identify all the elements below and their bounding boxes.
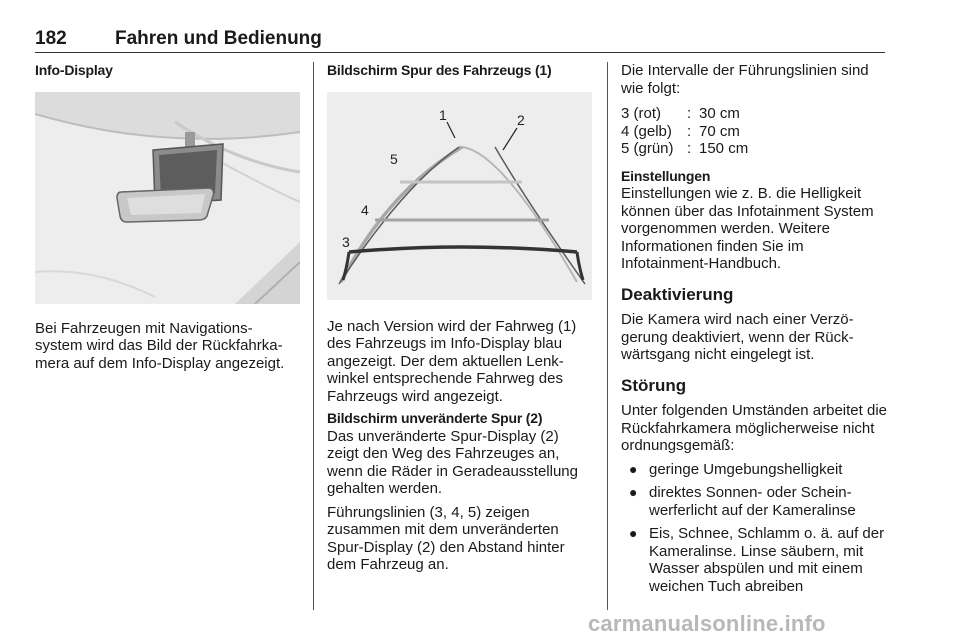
list-item [621,484,889,519]
section-heading: Info-Display [35,62,113,78]
bullet-icon: ● [629,525,638,541]
interval-value: 150 cm [699,140,749,157]
list-item-text: geringe Umgebungshelligkeit [649,460,843,478]
column-track-display [327,62,592,574]
interval-list [621,105,889,158]
chapter-title: Fahren und Bedienung [115,28,322,49]
guideline-illustration [327,92,592,300]
interval-label: 3 (rot) [621,105,662,122]
figure-label: 3 [342,233,350,250]
column-divider [607,62,608,610]
list-item-text: Eis, Schnee, Schlamm o. ä. auf der Kameralinse. Linse säubern, mit Wasser abspülen und mit einem weichen Tuch abreiben [649,525,885,595]
interval-value: 30 cm [699,105,740,122]
paragraph: Unter folgenden Umständen arbeitet die Rückfahrkamera möglicherweise nicht ordnungsgemäß: [621,402,888,454]
interval-label: 4 (gelb) [621,122,672,140]
interior-display-illustration [35,92,300,304]
paragraph: Je nach Version wird der Fahrweg (1) des Fahrzeugs im Info-Display blau angezeigt. Der dem aktuellen Lenk-winkel entsprechende Fahrweg des Fahrzeugs wird angezeigt. [327,317,577,405]
paragraph: Die Intervalle der Führungslinien sind wie folgt: [621,62,869,97]
watermark: carmanualsonline.info [588,611,826,636]
page-header [35,28,885,53]
list-item [621,525,889,595]
interval-sep: : [687,105,692,122]
column-info-display [35,62,300,372]
section-heading: Einstellungen [621,167,711,184]
section-heading: Bildschirm Spur des Fahrzeugs (1) [327,62,552,78]
figure-label: 4 [361,201,369,218]
paragraph: Das unveränderte Spur-Display (2) zeigt den Weg des Fahrzeuges an, wenn die Räder in Geradeausstellung gehalten werden. [327,427,578,497]
paragraph: Bei Fahrzeugen mit Navigations-system wird das Bild der Rückfahrka-mera auf dem Info-Display angezeigt. [35,319,285,372]
paragraph: Einstellungen wie z. B. die Helligkeit können über das Infotainment System vorgenommen werden. Weitere Informationen finden Sie im Infotainment-Handbuch. [621,185,874,272]
section-heading: Deaktivierung [621,284,734,304]
paragraph: Führungslinien (3, 4, 5) zeigen zusammen mit dem unveränderten Spur-Display (2) den Abstand hinter dem Fahrzeug an. [327,503,565,573]
bullet-icon: ● [629,484,638,500]
interval-value: 70 cm [699,122,740,140]
figure-label: 2 [517,111,525,128]
section-heading: Störung [621,375,687,395]
interval-sep: : [687,140,692,157]
column-divider [313,62,314,610]
figure-label: 5 [390,150,398,167]
interval-sep: : [687,122,692,140]
section-heading: Bildschirm unveränderte Spur (2) [327,410,543,426]
list-item [621,461,889,479]
paragraph: Die Kamera wird nach einer Verzö-gerung deaktiviert, wenn der Rück-wärtsgang nicht eingelegt ist. [621,311,854,363]
bullet-icon: ● [629,460,638,477]
column-settings [621,62,889,601]
interval-label: 5 (grün) [621,140,674,157]
fault-list [621,461,889,596]
list-item-text: direktes Sonnen- oder Schein-werferlicht auf der Kameralinse [649,484,856,519]
figure-label: 1 [439,106,447,123]
page-number: 182 [35,28,67,49]
